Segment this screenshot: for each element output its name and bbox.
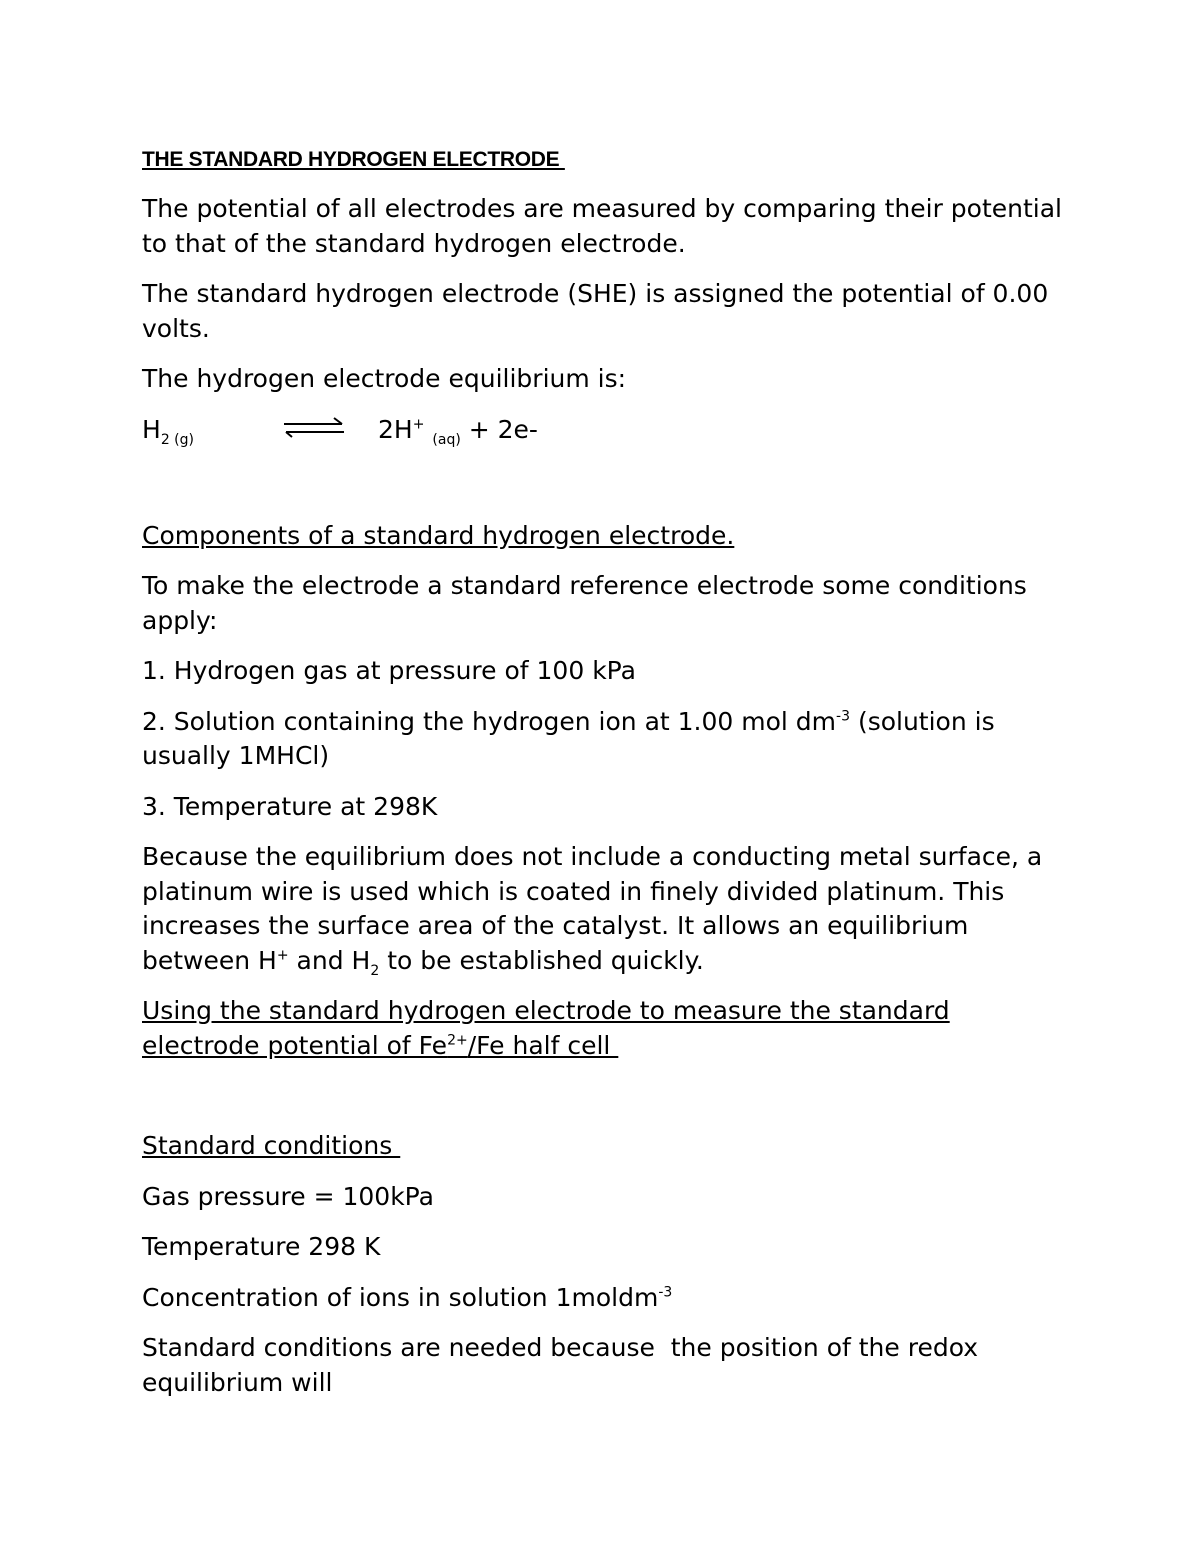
gas-pressure-line: Gas pressure = 100kPa [142,1181,434,1211]
measure-heading: Using the standard hydrogen electrode to measure the standard electrode potential of $Fe^{2+}/Fe$ half cell [142,996,950,1060]
reactant-subscript: 2 (g) [160,431,194,448]
intro-paragraph-3: The hydrogen electrode equilibrium is: [142,364,627,393]
condition-item-2: 2. Solution containing the hydrogen ion at 1.00 mol $dm^{-3}$ (solution is usually 1MHCl) [142,706,995,770]
temperature-line: Temperature 298 K [142,1232,381,1261]
reactant-species: H [142,414,161,444]
unit-exponent: -3 [836,708,850,725]
concentration-exponent: -3 [658,1284,673,1301]
equilibrium-arrows-icon [282,417,346,439]
components-intro: To make the electrode a standard reference electrode some conditions apply: [142,571,1027,635]
standard-conditions-reason: Standard conditions are needed because the position of the redox equilibrium will [142,1333,986,1397]
iron-ion-charge: 2+ [447,1032,468,1049]
condition-item-3: 3. Temperature at 298K [142,791,438,821]
intro-paragraph-2: The standard hydrogen electrode (SHE) is assigned the potential of 0.00 volts. [142,279,1049,343]
product-state: (aq) [432,431,461,448]
product-coefficient: 2H [378,414,413,444]
components-heading: Components of a standard hydrogen electrode. [142,520,735,550]
equation-products [378,413,538,448]
hydrogen-ion-charge: + [276,947,289,964]
concentration-line: Concentration of ions in solution 1moldm$^{-3}$ [142,1282,673,1312]
document-title: THE STANDARD HYDROGEN ELECTRODE [142,148,565,171]
platinum-paragraph: Because the equilibrium does not include a conducting metal surface, a platinum wire is used which is coated in finely divided platinum. This increases the surface area of the catalyst. It allows an equilibrium between H+ and $H_2$ to be established quickly. [142,842,1043,979]
condition-item-1: 1. Hydrogen gas at pressure of 100 kPa [142,656,636,685]
standard-conditions-heading: Standard conditions [142,1131,401,1160]
document-page [142,140,1062,1416]
hydrogen-equilibrium-equation [142,413,1062,453]
product-electrons: + 2e- [468,414,538,444]
product-charge: + [412,416,425,433]
hydrogen-subscript: 2 [370,962,380,979]
equation-reactant [142,413,194,448]
intro-paragraph-1: The potential of all electrodes are measured by comparing their potential to that of the standard hydrogen electrode. [142,194,1063,258]
